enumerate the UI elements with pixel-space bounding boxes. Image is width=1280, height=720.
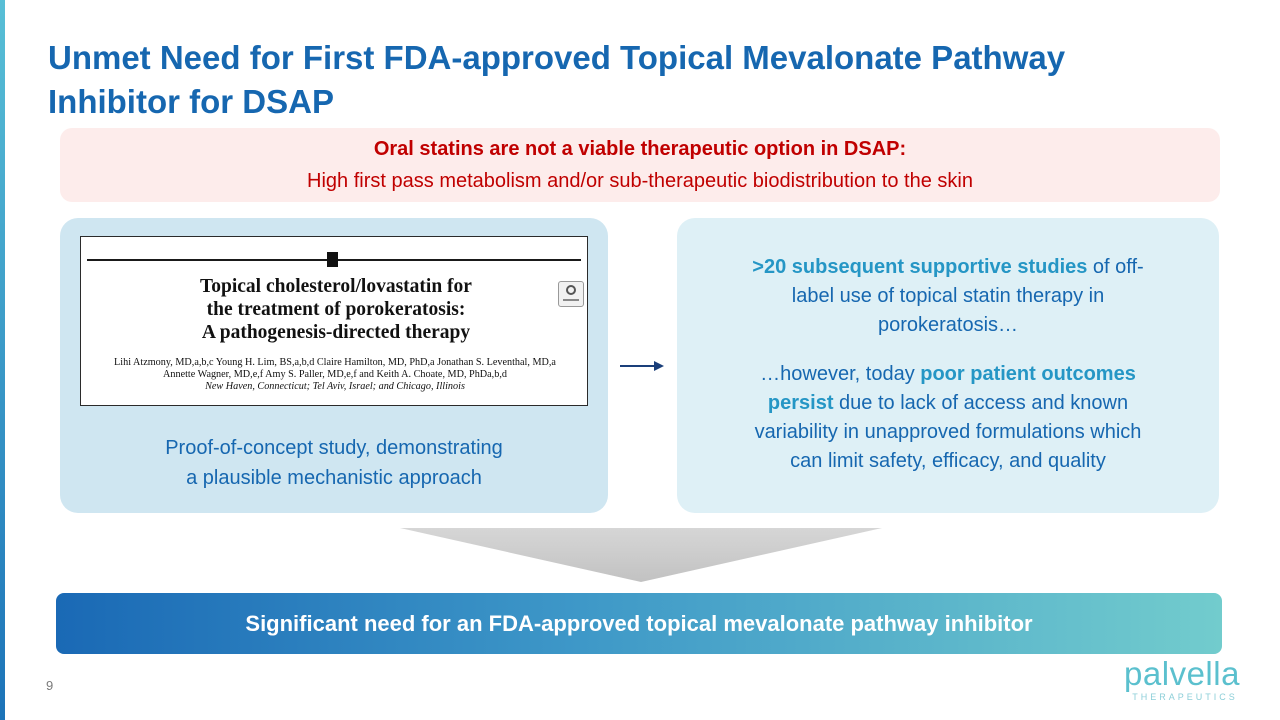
slide-title-line-1: Unmet Need for First FDA-approved Topical Mevalonate Pathway: [48, 39, 1066, 76]
article-affiliation: New Haven, Connecticut; Tel Aviv, Israel; and Chicago, Illinois: [205, 381, 465, 392]
outcomes-line: variability in unapproved formulations which: [754, 421, 1142, 443]
proof-of-concept-caption: [60, 433, 608, 493]
outcomes-line: [699, 389, 1197, 418]
studies-line: [699, 253, 1197, 282]
article-authors-line: Annette Wagner, MD,e,f Amy S. Paller, MD,e,f and Keith A. Choate, MD, PhDa,b,d: [163, 369, 507, 380]
outcomes-highlight: persist: [767, 392, 834, 414]
slide-title-line-2: Inhibitor for DSAP: [48, 83, 334, 120]
studies-text: of off-: [1087, 256, 1144, 278]
outcomes-paragraph: [699, 360, 1197, 476]
article-authors: [89, 357, 581, 393]
article-authors-line: Lihi Atzmony, MD,a,b,c Young H. Lim, BS,a,b,d Claire Hamilton, MD, PhD,a Jonathan S. Leventhal, MD,a: [114, 357, 556, 368]
article-title: [101, 275, 571, 344]
slide-title: [48, 36, 1248, 124]
conclusion-text: Significant need for an FDA-approved topical mevalonate pathway inhibitor: [245, 611, 1033, 636]
studies-highlight: >20 subsequent supportive studies: [752, 256, 1088, 278]
conclusion-banner: [56, 593, 1222, 654]
outcomes-text: due to lack of access and known: [833, 392, 1129, 414]
studies-line: porokeratosis…: [877, 314, 1019, 336]
company-logo: [1122, 656, 1242, 704]
article-marker: [327, 252, 338, 267]
warning-banner: [60, 128, 1220, 202]
banner-subtext: High first pass metabolism and/or sub-therapeutic biodistribution to the skin: [307, 170, 973, 192]
studies-paragraph: [699, 253, 1197, 340]
accent-bar: [0, 0, 5, 720]
outcomes-highlight: poor patient outcomes: [920, 363, 1136, 385]
logo-wordmark: palvella: [1124, 655, 1240, 692]
studies-line: label use of topical statin therapy in: [791, 285, 1105, 307]
proof-of-concept-card: [60, 218, 608, 513]
outcomes-line: can limit safety, efficacy, and quality: [790, 450, 1106, 472]
article-title-line: Topical cholesterol/lovastatin for: [200, 276, 472, 297]
banner-heading: Oral statins are not a viable therapeutic option in DSAP:: [373, 138, 907, 160]
page-number: 9: [46, 678, 54, 693]
article-title-line: the treatment of porokeratosis:: [206, 299, 466, 320]
article-title-line: A pathogenesis-directed therapy: [201, 322, 471, 343]
outcomes-text: …however, today: [760, 363, 921, 385]
supportive-studies-card: [677, 218, 1219, 513]
outcomes-line: [699, 360, 1197, 389]
check-for-updates-icon: [558, 281, 584, 307]
caption-line: a plausible mechanistic approach: [186, 467, 482, 489]
funnel-arrow-shape: [400, 528, 882, 582]
arrow-right-icon: [620, 359, 664, 373]
supportive-studies-text: [699, 253, 1197, 476]
logo-tagline: THERAPEUTICS: [1132, 692, 1238, 702]
caption-line: Proof-of-concept study, demonstrating: [165, 437, 503, 459]
journal-article-excerpt: [80, 236, 588, 406]
